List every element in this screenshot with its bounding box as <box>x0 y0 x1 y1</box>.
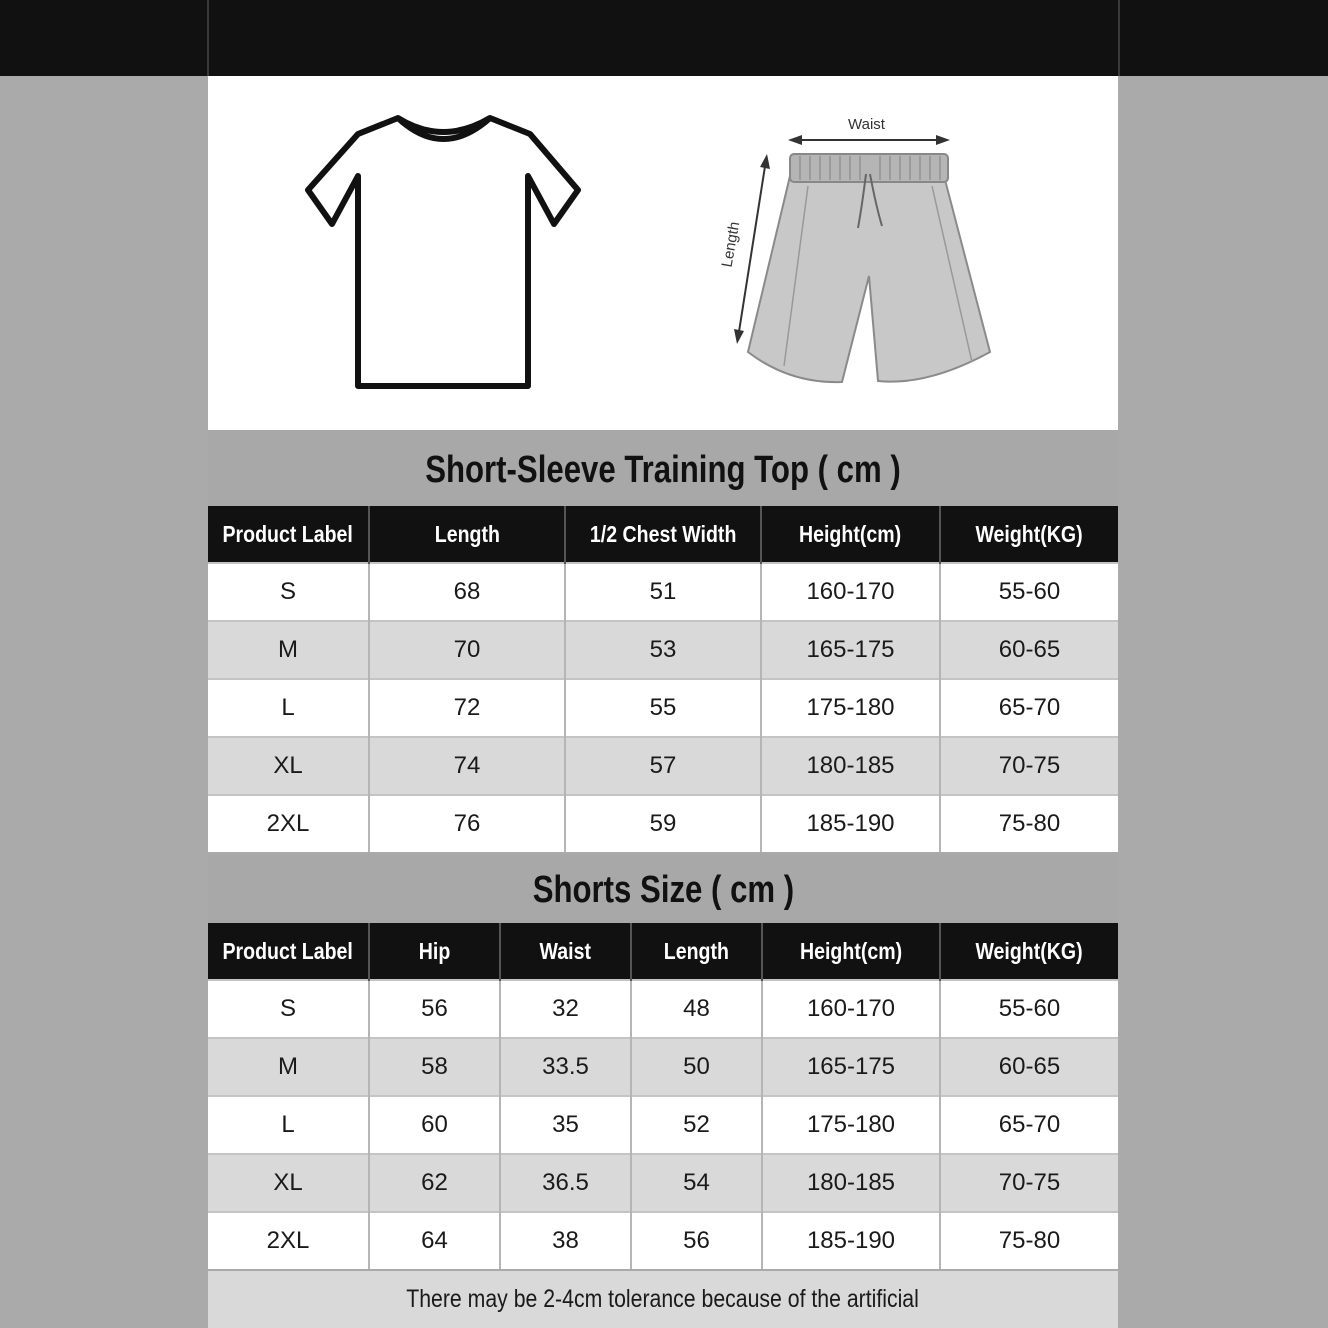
table-cell: S <box>208 563 369 621</box>
table-row <box>208 1212 1118 1269</box>
table-cell: L <box>208 1096 369 1154</box>
table-cell: 175-180 <box>761 679 940 737</box>
table-cell: 75-80 <box>940 795 1118 852</box>
table-row <box>208 1154 1118 1212</box>
length-label: Length <box>718 220 744 269</box>
garment-illustration-panel <box>208 76 1118 430</box>
table-cell: 59 <box>565 795 761 852</box>
header-height: Height(cm) <box>762 923 940 980</box>
table-cell: 2XL <box>208 795 369 852</box>
table-cell: 2XL <box>208 1212 369 1269</box>
table-cell: 33.5 <box>500 1038 631 1096</box>
header-weight: Weight(KG) <box>940 506 1118 563</box>
header-length: Length <box>631 923 762 980</box>
top-table-title: Short-Sleeve Training Top ( cm ) <box>208 430 1118 506</box>
table-cell: 165-175 <box>761 621 940 679</box>
table-cell: 54 <box>631 1154 762 1212</box>
table-row <box>208 1096 1118 1154</box>
table-cell: 55 <box>565 679 761 737</box>
table-cell: 70-75 <box>940 1154 1118 1212</box>
table-row <box>208 679 1118 737</box>
top-size-table <box>208 506 1118 852</box>
table-cell: 51 <box>565 563 761 621</box>
waist-label: Waist <box>848 116 885 133</box>
table-cell: 56 <box>631 1212 762 1269</box>
table-cell: 35 <box>500 1096 631 1154</box>
shorts-table-title: Shorts Size ( cm ) <box>208 854 1118 923</box>
table-cell: 65-70 <box>940 1096 1118 1154</box>
header-length: Length <box>369 506 565 563</box>
header-product-label: Product Label <box>208 923 369 980</box>
table-cell: S <box>208 980 369 1038</box>
t-shirt-icon <box>308 118 578 386</box>
table-cell: 160-170 <box>761 563 940 621</box>
header-height: Height(cm) <box>761 506 940 563</box>
shorts-size-table <box>208 923 1118 1269</box>
table-cell: 48 <box>631 980 762 1038</box>
table-cell: 58 <box>369 1038 500 1096</box>
top-table-header-row <box>208 506 1118 563</box>
table-cell: 65-70 <box>940 679 1118 737</box>
header-product-label: Product Label <box>208 506 369 563</box>
table-cell: 68 <box>369 563 565 621</box>
table-cell: 32 <box>500 980 631 1038</box>
table-cell: 60 <box>369 1096 500 1154</box>
tolerance-note: There may be 2-4cm tolerance because of the artificial <box>208 1271 1118 1328</box>
table-cell: 36.5 <box>500 1154 631 1212</box>
table-cell: 60-65 <box>940 621 1118 679</box>
table-cell: 175-180 <box>762 1096 940 1154</box>
table-row <box>208 980 1118 1038</box>
top-bar-divider-left <box>207 0 209 76</box>
table-cell: 60-65 <box>940 1038 1118 1096</box>
table-cell: 53 <box>565 621 761 679</box>
table-cell: L <box>208 679 369 737</box>
table-cell: 70 <box>369 621 565 679</box>
table-cell: 64 <box>369 1212 500 1269</box>
table-cell: 76 <box>369 795 565 852</box>
table-cell: M <box>208 621 369 679</box>
top-bar <box>0 0 1328 76</box>
table-row <box>208 621 1118 679</box>
table-cell: 185-190 <box>761 795 940 852</box>
table-cell: 38 <box>500 1212 631 1269</box>
table-row <box>208 737 1118 795</box>
shorts-icon <box>734 135 990 382</box>
shorts-table-header-row <box>208 923 1118 980</box>
header-weight: Weight(KG) <box>940 923 1118 980</box>
header-waist: Waist <box>500 923 631 980</box>
table-cell: 55-60 <box>940 563 1118 621</box>
table-row <box>208 563 1118 621</box>
table-cell: 74 <box>369 737 565 795</box>
table-cell: XL <box>208 737 369 795</box>
table-cell: 57 <box>565 737 761 795</box>
table-cell: 180-185 <box>761 737 940 795</box>
garment-illustration <box>208 76 1118 430</box>
table-cell: 70-75 <box>940 737 1118 795</box>
table-row <box>208 795 1118 852</box>
table-cell: 55-60 <box>940 980 1118 1038</box>
table-cell: 56 <box>369 980 500 1038</box>
table-cell: M <box>208 1038 369 1096</box>
header-hip: Hip <box>369 923 500 980</box>
table-cell: 72 <box>369 679 565 737</box>
table-cell: 185-190 <box>762 1212 940 1269</box>
table-row <box>208 1038 1118 1096</box>
top-bar-divider-right <box>1118 0 1120 76</box>
table-cell: 165-175 <box>762 1038 940 1096</box>
table-cell: 75-80 <box>940 1212 1118 1269</box>
table-cell: 52 <box>631 1096 762 1154</box>
table-cell: 62 <box>369 1154 500 1212</box>
table-cell: XL <box>208 1154 369 1212</box>
table-cell: 50 <box>631 1038 762 1096</box>
table-cell: 160-170 <box>762 980 940 1038</box>
header-half-chest-width: 1/2 Chest Width <box>565 506 761 563</box>
table-cell: 180-185 <box>762 1154 940 1212</box>
